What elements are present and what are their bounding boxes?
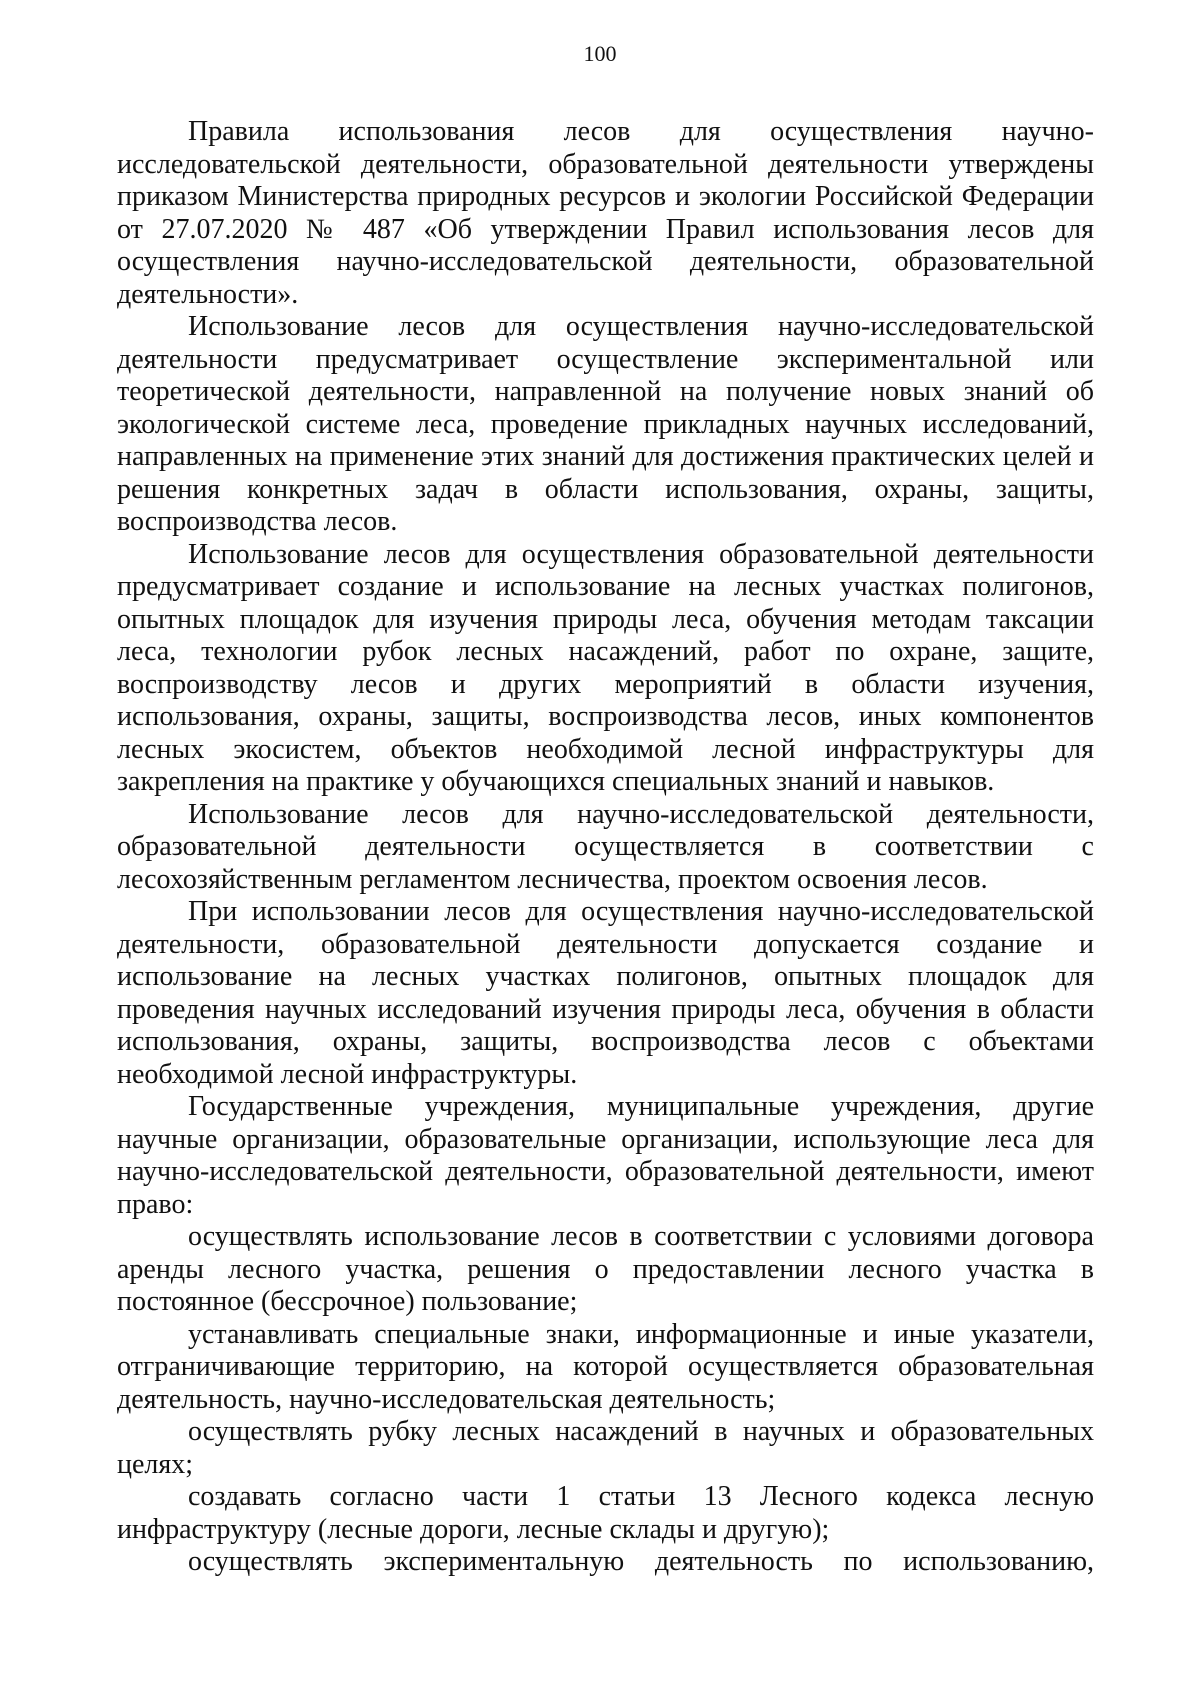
paragraph: Государственные учреждения, муниципальные учреждения, другие научные организации, образовательные организации, использующие леса для научно-исследовательской деятельности, образовательной деятельности, имеют право: (117, 1091, 1094, 1220)
list-paragraph-continued: осуществлять экспериментальную деятельность по использованию, (188, 1546, 1094, 1577)
list-paragraph: устанавливать специальные знаки, информационные и иные указатели, отграничивающие территорию, на которой осуществляется образовательная деятельность, научно-исследовательская деятельность; (117, 1318, 1094, 1415)
paragraph: Правила использования лесов для осуществления научно-исследовательской деятельности, образовательной деятельности утверждены приказом Министерства природных ресурсов и экологии Российской Федерации от 27.07.2020 № 487 «Об утверждении Правил использования лесов для осуществления научно-исследовательской деятельности, образовательной деятельности». (117, 116, 1094, 310)
paragraph: Использование лесов для осуществления научно-исследовательской деятельности предусматривает осуществление экспериментальной или теоретической деятельности, направленной на получение новых знаний об экологической системе леса, проведение прикладных научных исследований, направленных на применение этих знаний для достижения практических целей и решения конкретных задач в области использования, охраны, защиты, воспроизводства лесов. (117, 311, 1094, 537)
paragraph: При использовании лесов для осуществления научно-исследовательской деятельности, образовательной деятельности допускается создание и использование на лесных участках полигонов, опытных площадок для проведения научных исследований изучения природы леса, обучения в области использования, охраны, защиты, воспроизводства лесов с объектами необходимой лесной инфраструктуры. (117, 896, 1094, 1090)
page-number: 100 (583, 41, 617, 66)
paragraph: Использование лесов для научно-исследовательской деятельности, образовательной деятельности осуществляется в соответствии с лесохозяйственным регламентом лесничества, проектом освоения лесов. (117, 798, 1094, 895)
list-paragraph: осуществлять рубку лесных насаждений в научных и образовательных целях; (117, 1416, 1094, 1480)
list-paragraph: осуществлять использование лесов в соответствии с условиями договора аренды лесного участка, решения о предоставлении лесного участка в постоянное (бессрочное) пользование; (117, 1221, 1094, 1317)
list-paragraph: создавать согласно части 1 статьи 13 Лесного кодекса лесную инфраструктуру (лесные дороги, лесные склады и другую); (117, 1481, 1094, 1545)
paragraph: Использование лесов для осуществления образовательной деятельности предусматривает создание и использование на лесных участках полигонов, опытных площадок для изучения природы леса, обучения методам таксации леса, технологии рубок лесных насаждений, работ по охране, защите, воспроизводству лесов и других мероприятий в области изучения, использования, охраны, защиты, воспроизводства лесов, иных компонентов лесных экосистем, объектов необходимой лесной инфраструктуры для закрепления на практике у обучающихся специальных знаний и навыков. (117, 538, 1094, 797)
document-body (117, 116, 1094, 1579)
